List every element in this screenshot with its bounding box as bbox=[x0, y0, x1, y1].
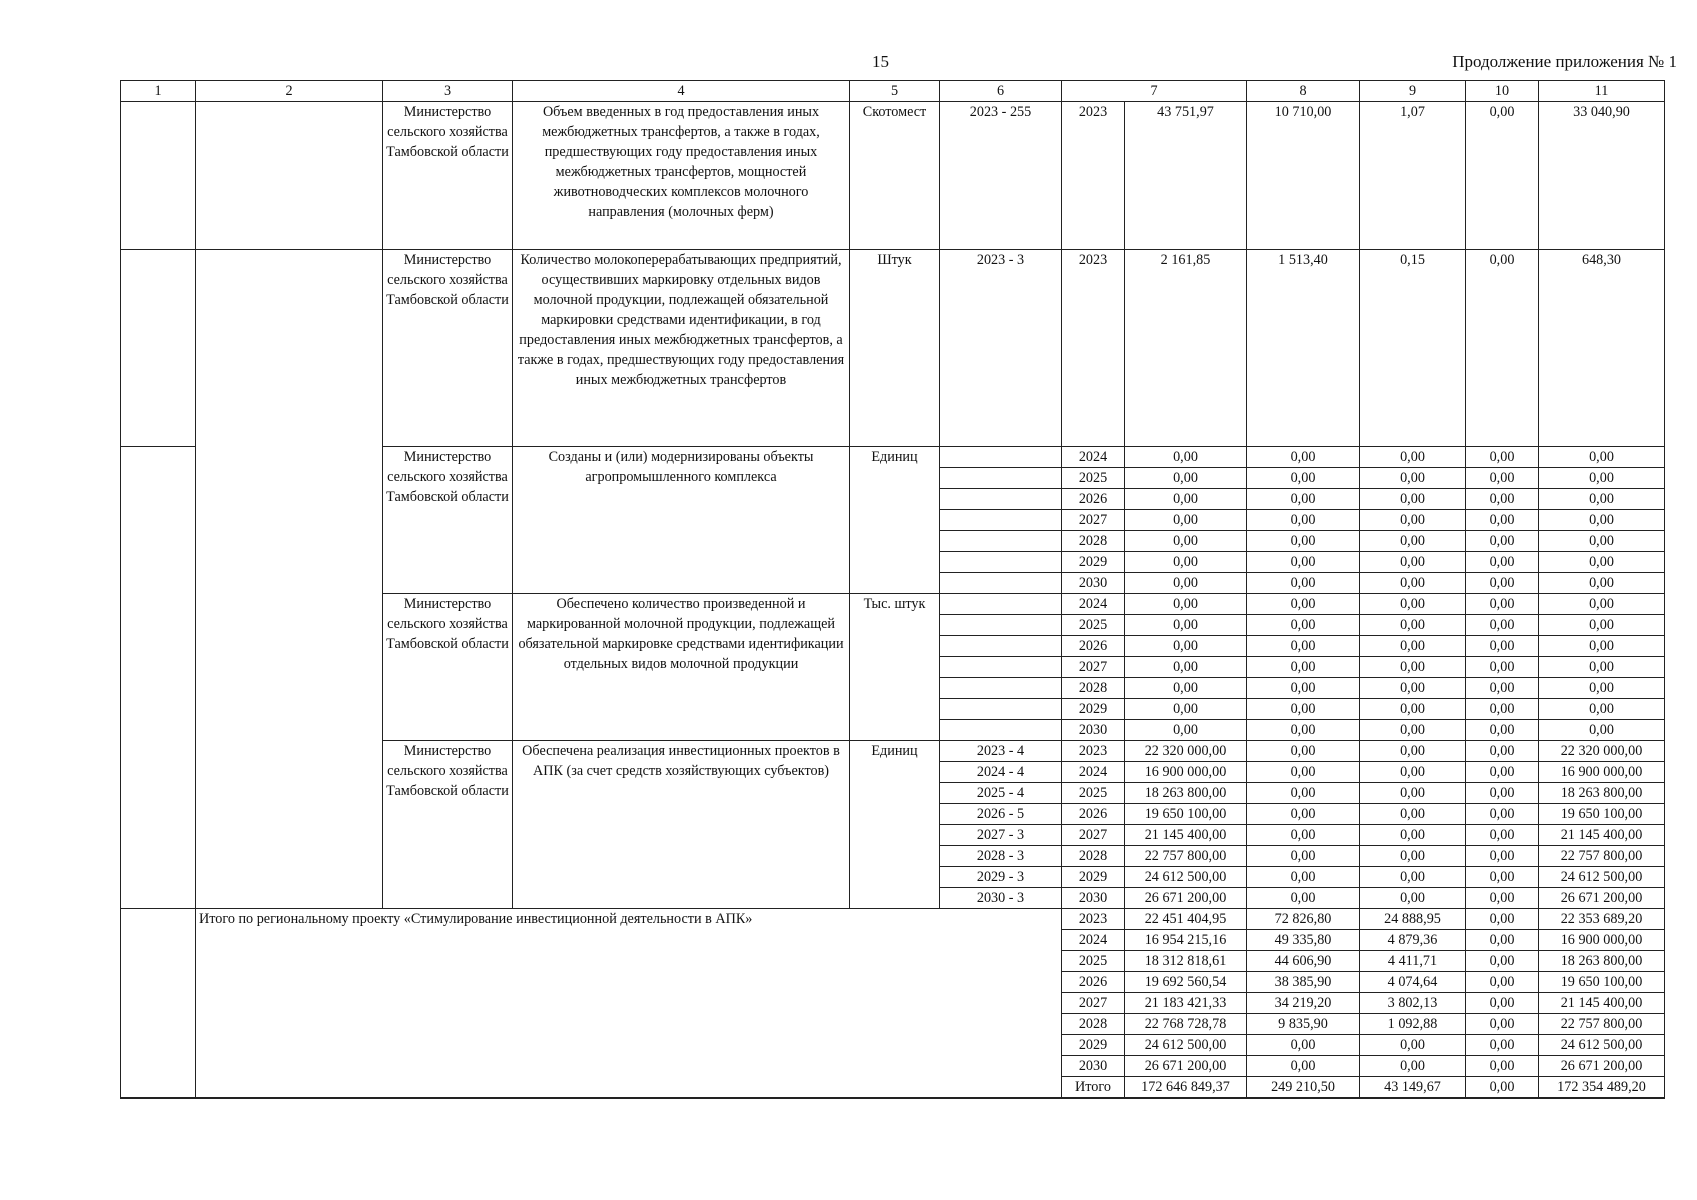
table-row bbox=[121, 250, 1665, 447]
amount-c7: 22 757 800,00 bbox=[1125, 846, 1247, 867]
total-c7: 22 768 728,78 bbox=[1125, 1014, 1247, 1035]
amount-c9: 0,00 bbox=[1360, 531, 1466, 552]
amount-c11: 0,00 bbox=[1539, 510, 1665, 531]
year: 2024 bbox=[1062, 762, 1125, 783]
year: 2025 bbox=[1062, 468, 1125, 489]
amount-c7: 0,00 bbox=[1125, 468, 1247, 489]
target-value bbox=[940, 657, 1062, 678]
year: 2026 bbox=[1062, 804, 1125, 825]
amount-c11: 0,00 bbox=[1539, 531, 1665, 552]
amount-c10: 0,00 bbox=[1466, 762, 1539, 783]
amount-c8: 0,00 bbox=[1247, 720, 1360, 741]
target-value: 2026 - 5 bbox=[940, 804, 1062, 825]
amount-c10: 0,00 bbox=[1466, 657, 1539, 678]
amount-c10: 0,00 bbox=[1466, 783, 1539, 804]
amount-c11: 0,00 bbox=[1539, 552, 1665, 573]
total-c9: 4 879,36 bbox=[1360, 930, 1466, 951]
amount-c10: 0,00 bbox=[1466, 510, 1539, 531]
header-cell: 2 bbox=[196, 81, 383, 102]
responsible-org: Министерство сельского хозяйства Тамбовской области bbox=[383, 594, 513, 741]
target-value: 2023 - 3 bbox=[940, 250, 1062, 447]
cell-col1 bbox=[121, 909, 196, 1099]
unit: Скотомест bbox=[850, 102, 940, 250]
total-c10: 0,00 bbox=[1466, 1077, 1539, 1099]
amount-c8: 0,00 bbox=[1247, 657, 1360, 678]
amount-c9: 0,00 bbox=[1360, 636, 1466, 657]
budget-table bbox=[120, 80, 1665, 1099]
target-value bbox=[940, 636, 1062, 657]
total-year: 2030 bbox=[1062, 1056, 1125, 1077]
target-value: 2023 - 255 bbox=[940, 102, 1062, 250]
amount-c9: 0,00 bbox=[1360, 447, 1466, 468]
total-c10: 0,00 bbox=[1466, 1056, 1539, 1077]
responsible-org: Министерство сельского хозяйства Тамбовской области bbox=[383, 250, 513, 447]
amount-c10: 0,00 bbox=[1466, 888, 1539, 909]
amount-c10: 0,00 bbox=[1466, 804, 1539, 825]
amount-c7: 26 671 200,00 bbox=[1125, 888, 1247, 909]
unit: Штук bbox=[850, 250, 940, 447]
target-value: 2027 - 3 bbox=[940, 825, 1062, 846]
amount-c8: 0,00 bbox=[1247, 573, 1360, 594]
amount-c8: 0,00 bbox=[1247, 447, 1360, 468]
header-cell: 10 bbox=[1466, 81, 1539, 102]
amount-c9: 0,00 bbox=[1360, 699, 1466, 720]
amount-c11: 33 040,90 bbox=[1539, 102, 1665, 250]
amount-c8: 0,00 bbox=[1247, 762, 1360, 783]
unit: Тыс. штук bbox=[850, 594, 940, 741]
total-c11: 22 757 800,00 bbox=[1539, 1014, 1665, 1035]
header-cell: 5 bbox=[850, 81, 940, 102]
year: 2029 bbox=[1062, 867, 1125, 888]
amount-c10: 0,00 bbox=[1466, 573, 1539, 594]
amount-c7: 0,00 bbox=[1125, 657, 1247, 678]
amount-c8: 0,00 bbox=[1247, 678, 1360, 699]
total-c7: 24 612 500,00 bbox=[1125, 1035, 1247, 1056]
total-c8: 34 219,20 bbox=[1247, 993, 1360, 1014]
total-c8: 49 335,80 bbox=[1247, 930, 1360, 951]
amount-c7: 0,00 bbox=[1125, 720, 1247, 741]
total-c10: 0,00 bbox=[1466, 972, 1539, 993]
total-year: Итого bbox=[1062, 1077, 1125, 1099]
total-year: 2028 bbox=[1062, 1014, 1125, 1035]
amount-c11: 0,00 bbox=[1539, 678, 1665, 699]
amount-c11: 24 612 500,00 bbox=[1539, 867, 1665, 888]
amount-c11: 0,00 bbox=[1539, 594, 1665, 615]
amount-c10: 0,00 bbox=[1466, 867, 1539, 888]
unit: Единиц bbox=[850, 741, 940, 909]
amount-c9: 0,00 bbox=[1360, 594, 1466, 615]
year: 2030 bbox=[1062, 573, 1125, 594]
total-c11: 26 671 200,00 bbox=[1539, 1056, 1665, 1077]
header-cell: 3 bbox=[383, 81, 513, 102]
amount-c11: 22 320 000,00 bbox=[1539, 741, 1665, 762]
target-value: 2029 - 3 bbox=[940, 867, 1062, 888]
header-cell: 9 bbox=[1360, 81, 1466, 102]
total-c8: 249 210,50 bbox=[1247, 1077, 1360, 1099]
amount-c9: 0,00 bbox=[1360, 825, 1466, 846]
target-value bbox=[940, 552, 1062, 573]
target-value bbox=[940, 720, 1062, 741]
total-c7: 16 954 215,16 bbox=[1125, 930, 1247, 951]
target-value bbox=[940, 489, 1062, 510]
total-c9: 43 149,67 bbox=[1360, 1077, 1466, 1099]
total-c9: 24 888,95 bbox=[1360, 909, 1466, 930]
amount-c10: 0,00 bbox=[1466, 825, 1539, 846]
cell-col1 bbox=[121, 102, 196, 250]
amount-c11: 0,00 bbox=[1539, 468, 1665, 489]
amount-c8: 0,00 bbox=[1247, 867, 1360, 888]
year: 2023 bbox=[1062, 250, 1125, 447]
header-cell: 4 bbox=[513, 81, 850, 102]
total-c11: 172 354 489,20 bbox=[1539, 1077, 1665, 1099]
amount-c11: 0,00 bbox=[1539, 699, 1665, 720]
amount-c9: 0,00 bbox=[1360, 468, 1466, 489]
amount-c11: 648,30 bbox=[1539, 250, 1665, 447]
total-year: 2026 bbox=[1062, 972, 1125, 993]
total-c7: 21 183 421,33 bbox=[1125, 993, 1247, 1014]
responsible-org: Министерство сельского хозяйства Тамбовской области bbox=[383, 102, 513, 250]
year: 2024 bbox=[1062, 447, 1125, 468]
header-cell: 6 bbox=[940, 81, 1062, 102]
total-c9: 3 802,13 bbox=[1360, 993, 1466, 1014]
total-c11: 19 650 100,00 bbox=[1539, 972, 1665, 993]
header-cell: 7 bbox=[1062, 81, 1247, 102]
total-c9: 1 092,88 bbox=[1360, 1014, 1466, 1035]
total-c9: 4 074,64 bbox=[1360, 972, 1466, 993]
amount-c10: 0,00 bbox=[1466, 594, 1539, 615]
target-value bbox=[940, 594, 1062, 615]
amount-c11: 18 263 800,00 bbox=[1539, 783, 1665, 804]
amount-c8: 0,00 bbox=[1247, 783, 1360, 804]
amount-c7: 0,00 bbox=[1125, 699, 1247, 720]
target-value: 2024 - 4 bbox=[940, 762, 1062, 783]
total-c9: 4 411,71 bbox=[1360, 951, 1466, 972]
amount-c11: 0,00 bbox=[1539, 636, 1665, 657]
unit: Единиц bbox=[850, 447, 940, 594]
amount-c7: 21 145 400,00 bbox=[1125, 825, 1247, 846]
amount-c8: 0,00 bbox=[1247, 699, 1360, 720]
amount-c7: 24 612 500,00 bbox=[1125, 867, 1247, 888]
amount-c11: 0,00 bbox=[1539, 447, 1665, 468]
amount-c9: 0,15 bbox=[1360, 250, 1466, 447]
total-c10: 0,00 bbox=[1466, 993, 1539, 1014]
year: 2023 bbox=[1062, 102, 1125, 250]
amount-c9: 0,00 bbox=[1360, 720, 1466, 741]
total-label: Итого по региональному проекту «Стимулирование инвестиционной деятельности в АПК» bbox=[196, 909, 1062, 1099]
target-value bbox=[940, 531, 1062, 552]
cell-col2 bbox=[196, 102, 383, 250]
amount-c7: 0,00 bbox=[1125, 552, 1247, 573]
cell-col1 bbox=[121, 447, 196, 909]
cell-col2 bbox=[196, 250, 383, 909]
column-number-header bbox=[121, 81, 1665, 102]
amount-c9: 0,00 bbox=[1360, 678, 1466, 699]
year: 2027 bbox=[1062, 657, 1125, 678]
amount-c11: 0,00 bbox=[1539, 615, 1665, 636]
amount-c8: 0,00 bbox=[1247, 510, 1360, 531]
target-value bbox=[940, 615, 1062, 636]
amount-c8: 0,00 bbox=[1247, 489, 1360, 510]
amount-c10: 0,00 bbox=[1466, 846, 1539, 867]
total-c8: 0,00 bbox=[1247, 1056, 1360, 1077]
amount-c8: 0,00 bbox=[1247, 468, 1360, 489]
total-c11: 21 145 400,00 bbox=[1539, 993, 1665, 1014]
indicator-name: Обеспечено количество произведенной и маркированной молочной продукции, подлежащей обязательной маркировке средствами идентификации отдельных видов молочной продукции bbox=[513, 594, 850, 741]
total-c9: 0,00 bbox=[1360, 1056, 1466, 1077]
total-year: 2025 bbox=[1062, 951, 1125, 972]
total-c9: 0,00 bbox=[1360, 1035, 1466, 1056]
amount-c10: 0,00 bbox=[1466, 468, 1539, 489]
amount-c8: 0,00 bbox=[1247, 636, 1360, 657]
year: 2030 bbox=[1062, 720, 1125, 741]
year: 2028 bbox=[1062, 531, 1125, 552]
amount-c11: 0,00 bbox=[1539, 489, 1665, 510]
continuation-label: Продолжение приложения № 1 bbox=[1452, 52, 1677, 71]
header-cell: 1 bbox=[121, 81, 196, 102]
total-c10: 0,00 bbox=[1466, 951, 1539, 972]
amount-c10: 0,00 bbox=[1466, 552, 1539, 573]
year: 2027 bbox=[1062, 825, 1125, 846]
responsible-org: Министерство сельского хозяйства Тамбовской области bbox=[383, 741, 513, 909]
target-value bbox=[940, 510, 1062, 531]
target-value bbox=[940, 678, 1062, 699]
target-value bbox=[940, 447, 1062, 468]
year: 2024 bbox=[1062, 594, 1125, 615]
year: 2028 bbox=[1062, 678, 1125, 699]
amount-c7: 0,00 bbox=[1125, 489, 1247, 510]
year: 2023 bbox=[1062, 741, 1125, 762]
amount-c8: 0,00 bbox=[1247, 825, 1360, 846]
amount-c8: 1 513,40 bbox=[1247, 250, 1360, 447]
amount-c7: 22 320 000,00 bbox=[1125, 741, 1247, 762]
amount-c7: 43 751,97 bbox=[1125, 102, 1247, 250]
total-c7: 172 646 849,37 bbox=[1125, 1077, 1247, 1099]
total-c10: 0,00 bbox=[1466, 909, 1539, 930]
amount-c10: 0,00 bbox=[1466, 531, 1539, 552]
amount-c8: 0,00 bbox=[1247, 804, 1360, 825]
amount-c8: 0,00 bbox=[1247, 846, 1360, 867]
amount-c9: 0,00 bbox=[1360, 783, 1466, 804]
amount-c9: 1,07 bbox=[1360, 102, 1466, 250]
year: 2028 bbox=[1062, 846, 1125, 867]
amount-c9: 0,00 bbox=[1360, 762, 1466, 783]
amount-c10: 0,00 bbox=[1466, 741, 1539, 762]
total-c7: 19 692 560,54 bbox=[1125, 972, 1247, 993]
total-c8: 9 835,90 bbox=[1247, 1014, 1360, 1035]
amount-c11: 26 671 200,00 bbox=[1539, 888, 1665, 909]
amount-c9: 0,00 bbox=[1360, 867, 1466, 888]
cell-col1 bbox=[121, 250, 196, 447]
amount-c10: 0,00 bbox=[1466, 102, 1539, 250]
year: 2029 bbox=[1062, 699, 1125, 720]
amount-c7: 18 263 800,00 bbox=[1125, 783, 1247, 804]
total-year: 2027 bbox=[1062, 993, 1125, 1014]
amount-c10: 0,00 bbox=[1466, 636, 1539, 657]
year: 2027 bbox=[1062, 510, 1125, 531]
indicator-name: Созданы и (или) модернизированы объекты агропромышленного комплекса bbox=[513, 447, 850, 594]
total-c7: 26 671 200,00 bbox=[1125, 1056, 1247, 1077]
target-value bbox=[940, 468, 1062, 489]
amount-c10: 0,00 bbox=[1466, 615, 1539, 636]
amount-c8: 10 710,00 bbox=[1247, 102, 1360, 250]
total-c8: 0,00 bbox=[1247, 1035, 1360, 1056]
total-c10: 0,00 bbox=[1466, 930, 1539, 951]
indicator-name: Объем введенных в год предоставления иных межбюджетных трансфертов, а также в годах, предшествующих году предоставления иных межбюджетных трансфертов, мощностей животноводческих комплексов молочного направления (молочных ферм) bbox=[513, 102, 850, 250]
total-c11: 24 612 500,00 bbox=[1539, 1035, 1665, 1056]
amount-c11: 16 900 000,00 bbox=[1539, 762, 1665, 783]
target-value: 2023 - 4 bbox=[940, 741, 1062, 762]
amount-c9: 0,00 bbox=[1360, 489, 1466, 510]
total-c11: 18 263 800,00 bbox=[1539, 951, 1665, 972]
header-cell: 11 bbox=[1539, 81, 1665, 102]
amount-c11: 22 757 800,00 bbox=[1539, 846, 1665, 867]
total-c10: 0,00 bbox=[1466, 1014, 1539, 1035]
total-row bbox=[121, 909, 1665, 930]
amount-c11: 0,00 bbox=[1539, 573, 1665, 594]
amount-c10: 0,00 bbox=[1466, 699, 1539, 720]
amount-c8: 0,00 bbox=[1247, 594, 1360, 615]
total-c7: 18 312 818,61 bbox=[1125, 951, 1247, 972]
amount-c9: 0,00 bbox=[1360, 573, 1466, 594]
amount-c11: 0,00 bbox=[1539, 657, 1665, 678]
amount-c8: 0,00 bbox=[1247, 531, 1360, 552]
target-value bbox=[940, 699, 1062, 720]
amount-c7: 0,00 bbox=[1125, 531, 1247, 552]
total-year: 2024 bbox=[1062, 930, 1125, 951]
amount-c7: 0,00 bbox=[1125, 678, 1247, 699]
responsible-org: Министерство сельского хозяйства Тамбовской области bbox=[383, 447, 513, 594]
amount-c9: 0,00 bbox=[1360, 552, 1466, 573]
amount-c7: 16 900 000,00 bbox=[1125, 762, 1247, 783]
target-value: 2028 - 3 bbox=[940, 846, 1062, 867]
amount-c7: 0,00 bbox=[1125, 636, 1247, 657]
amount-c9: 0,00 bbox=[1360, 804, 1466, 825]
target-value bbox=[940, 573, 1062, 594]
year: 2025 bbox=[1062, 783, 1125, 804]
total-c11: 22 353 689,20 bbox=[1539, 909, 1665, 930]
total-year: 2029 bbox=[1062, 1035, 1125, 1056]
total-c8: 72 826,80 bbox=[1247, 909, 1360, 930]
amount-c10: 0,00 bbox=[1466, 447, 1539, 468]
amount-c7: 2 161,85 bbox=[1125, 250, 1247, 447]
year: 2026 bbox=[1062, 636, 1125, 657]
amount-c9: 0,00 bbox=[1360, 741, 1466, 762]
table-row bbox=[121, 102, 1665, 250]
amount-c10: 0,00 bbox=[1466, 678, 1539, 699]
total-c8: 38 385,90 bbox=[1247, 972, 1360, 993]
amount-c9: 0,00 bbox=[1360, 615, 1466, 636]
target-value: 2025 - 4 bbox=[940, 783, 1062, 804]
amount-c7: 0,00 bbox=[1125, 615, 1247, 636]
header-cell: 8 bbox=[1247, 81, 1360, 102]
amount-c10: 0,00 bbox=[1466, 720, 1539, 741]
total-c11: 16 900 000,00 bbox=[1539, 930, 1665, 951]
amount-c8: 0,00 bbox=[1247, 615, 1360, 636]
amount-c7: 0,00 bbox=[1125, 447, 1247, 468]
year: 2025 bbox=[1062, 615, 1125, 636]
amount-c9: 0,00 bbox=[1360, 657, 1466, 678]
indicator-name: Обеспечена реализация инвестиционных проектов в АПК (за счет средств хозяйствующих субъектов) bbox=[513, 741, 850, 909]
year: 2029 bbox=[1062, 552, 1125, 573]
total-c8: 44 606,90 bbox=[1247, 951, 1360, 972]
amount-c9: 0,00 bbox=[1360, 510, 1466, 531]
amount-c11: 21 145 400,00 bbox=[1539, 825, 1665, 846]
amount-c11: 19 650 100,00 bbox=[1539, 804, 1665, 825]
amount-c11: 0,00 bbox=[1539, 720, 1665, 741]
amount-c7: 0,00 bbox=[1125, 594, 1247, 615]
total-year: 2023 bbox=[1062, 909, 1125, 930]
indicator-name: Количество молокоперерабатывающих предприятий, осуществивших маркировку отдельных видов молочной продукции, подлежащей обязательной маркировки средствами идентификации, в год предоставления иных межбюджетных трансфертов, а также в годах, предшествующих году предоставления иных межбюджетных трансфертов bbox=[513, 250, 850, 447]
target-value: 2030 - 3 bbox=[940, 888, 1062, 909]
amount-c10: 0,00 bbox=[1466, 489, 1539, 510]
amount-c8: 0,00 bbox=[1247, 741, 1360, 762]
amount-c10: 0,00 bbox=[1466, 250, 1539, 447]
amount-c8: 0,00 bbox=[1247, 552, 1360, 573]
amount-c8: 0,00 bbox=[1247, 888, 1360, 909]
total-c10: 0,00 bbox=[1466, 1035, 1539, 1056]
amount-c9: 0,00 bbox=[1360, 888, 1466, 909]
year: 2030 bbox=[1062, 888, 1125, 909]
year: 2026 bbox=[1062, 489, 1125, 510]
amount-c7: 19 650 100,00 bbox=[1125, 804, 1247, 825]
amount-c7: 0,00 bbox=[1125, 573, 1247, 594]
amount-c9: 0,00 bbox=[1360, 846, 1466, 867]
total-c7: 22 451 404,95 bbox=[1125, 909, 1247, 930]
page-number: 15 bbox=[872, 52, 889, 71]
amount-c7: 0,00 bbox=[1125, 510, 1247, 531]
